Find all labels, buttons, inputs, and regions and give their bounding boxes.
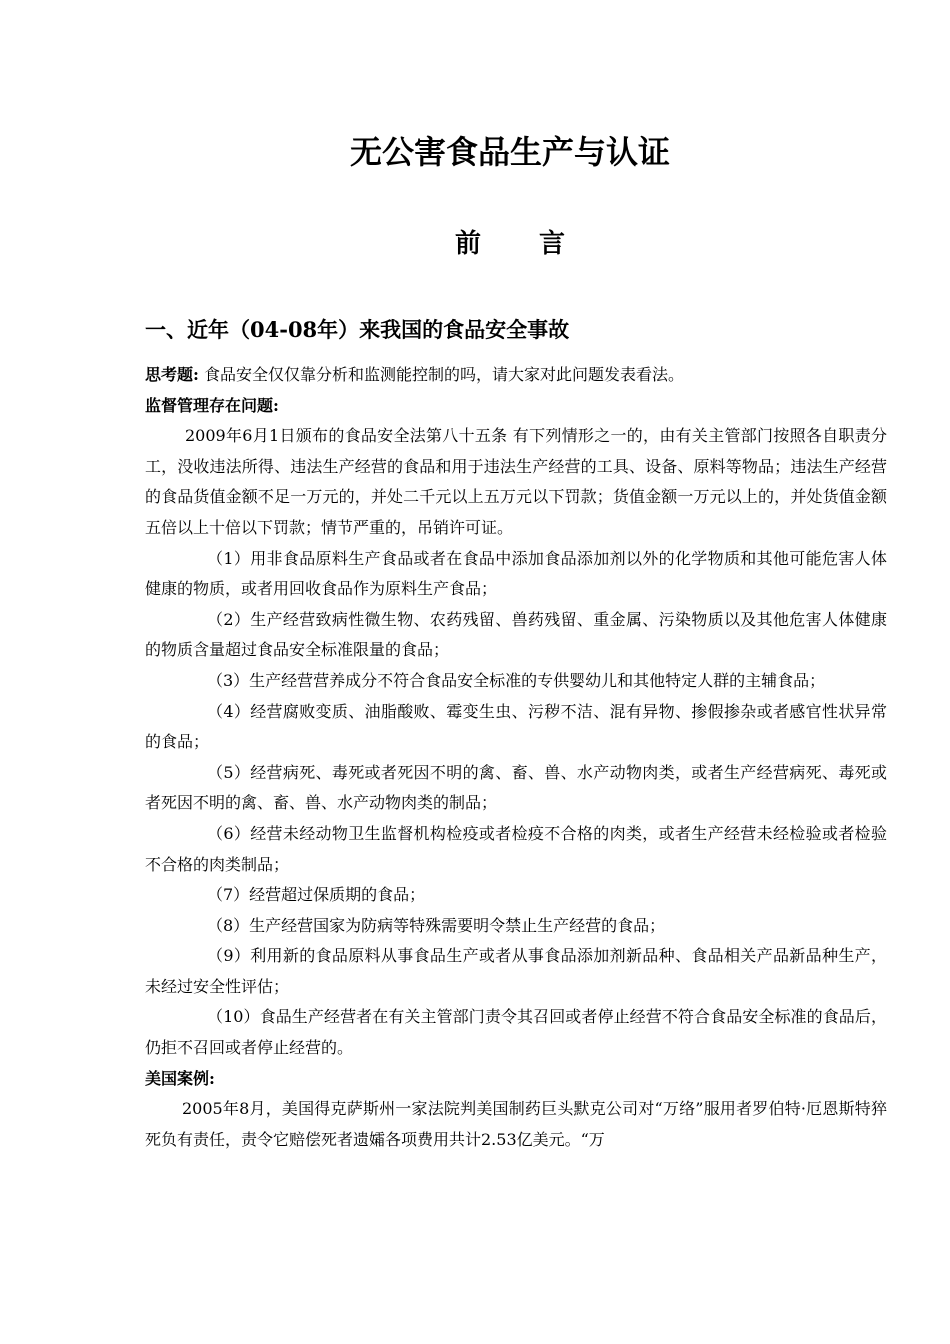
body-text [145, 360, 887, 1155]
thinking-question [145, 360, 887, 391]
list-item: （2）生产经营致病性微生物、农药残留、兽药残留、重金属、污染物质以及其他危害人体健康的物质含量超过食品安全标准限量的食品； [145, 609, 887, 660]
list-item: （4）经营腐败变质、油脂酸败、霉变生虫、污秽不洁、混有异物、掺假掺杂或者感官性状异常的食品； [145, 701, 887, 752]
preface-title [455, 222, 575, 266]
us-case-label: 美国案例: [145, 1068, 215, 1088]
document-title: 无公害食品生产与认证 [349, 133, 670, 171]
us-case-paragraph: 2005年8月，美国得克萨斯州一家法院判美国制药巨头默克公司对“万络”服用者罗伯特·厄恩斯特猝死负有责任，责令它赔偿死者遗孀各项费用共计2.53亿美元。“万 [145, 1099, 887, 1149]
list-item: （5）经营病死、毒死或者死因不明的禽、畜、兽、水产动物肉类，或者生产经营病死、毒死或者死因不明的禽、畜、兽、水产动物肉类的制品； [145, 762, 887, 813]
us-case-heading [145, 1064, 887, 1095]
list-item: （6）经营未经动物卫生监督机构检疫或者检疫不合格的肉类，或者生产经营未经检验或者检验不合格的肉类制品； [145, 823, 887, 874]
preface-title-char-2: 言 [539, 229, 566, 259]
list-item: （7）经营超过保质期的食品； [207, 885, 426, 905]
list-item: （10）食品生产经营者在有关主管部门责令其召回或者停止经营不符合食品安全标准的食品后，仍拒不召回或者停止经营的。 [145, 1007, 887, 1058]
list-item: （8）生产经营国家为防病等特殊需要明令禁止生产经营的食品； [207, 915, 666, 935]
supervision-issues [145, 391, 887, 422]
list-item: （1）用非食品原料生产食品或者在食品中添加食品添加剂以外的化学物质和其他可能危害人体健康的物质，或者用回收食品作为原料生产食品； [145, 548, 887, 599]
supervision-label: 监督管理存在问题: [145, 395, 279, 415]
law-paragraph: 2009年6月1日颁布的食品安全法第八十五条 有下列情形之一的，由有关主管部门按照各自职责分工，没收违法所得、违法生产经营的食品和用于违法生产经营的工具、设备、原料等物品；违法生产经营的食品货值金额不足一万元的，并处二千元以上五万元以下罚款；货值金额一万元以上的，并处货值金额五倍以上十倍以下罚款；情节严重的，吊销许可证。 [145, 426, 887, 537]
list-item: （9）利用新的食品原料从事食品生产或者从事食品添加剂新品种、食品相关产品新品种生产，未经过安全性评估； [145, 946, 887, 996]
preface-title-char-1: 前 [455, 229, 482, 259]
thinking-label: 思考题: [145, 365, 199, 384]
list-item: （3）生产经营营养成分不符合食品安全标准的专供婴幼儿和其他特定人群的主辅食品； [207, 670, 826, 690]
thinking-text: 食品安全仅仅靠分析和监测能控制的吗，请大家对此问题发表看法。 [198, 365, 685, 384]
section-heading: 一、近年（04-08年）来我国的食品安全事故 [145, 317, 570, 342]
